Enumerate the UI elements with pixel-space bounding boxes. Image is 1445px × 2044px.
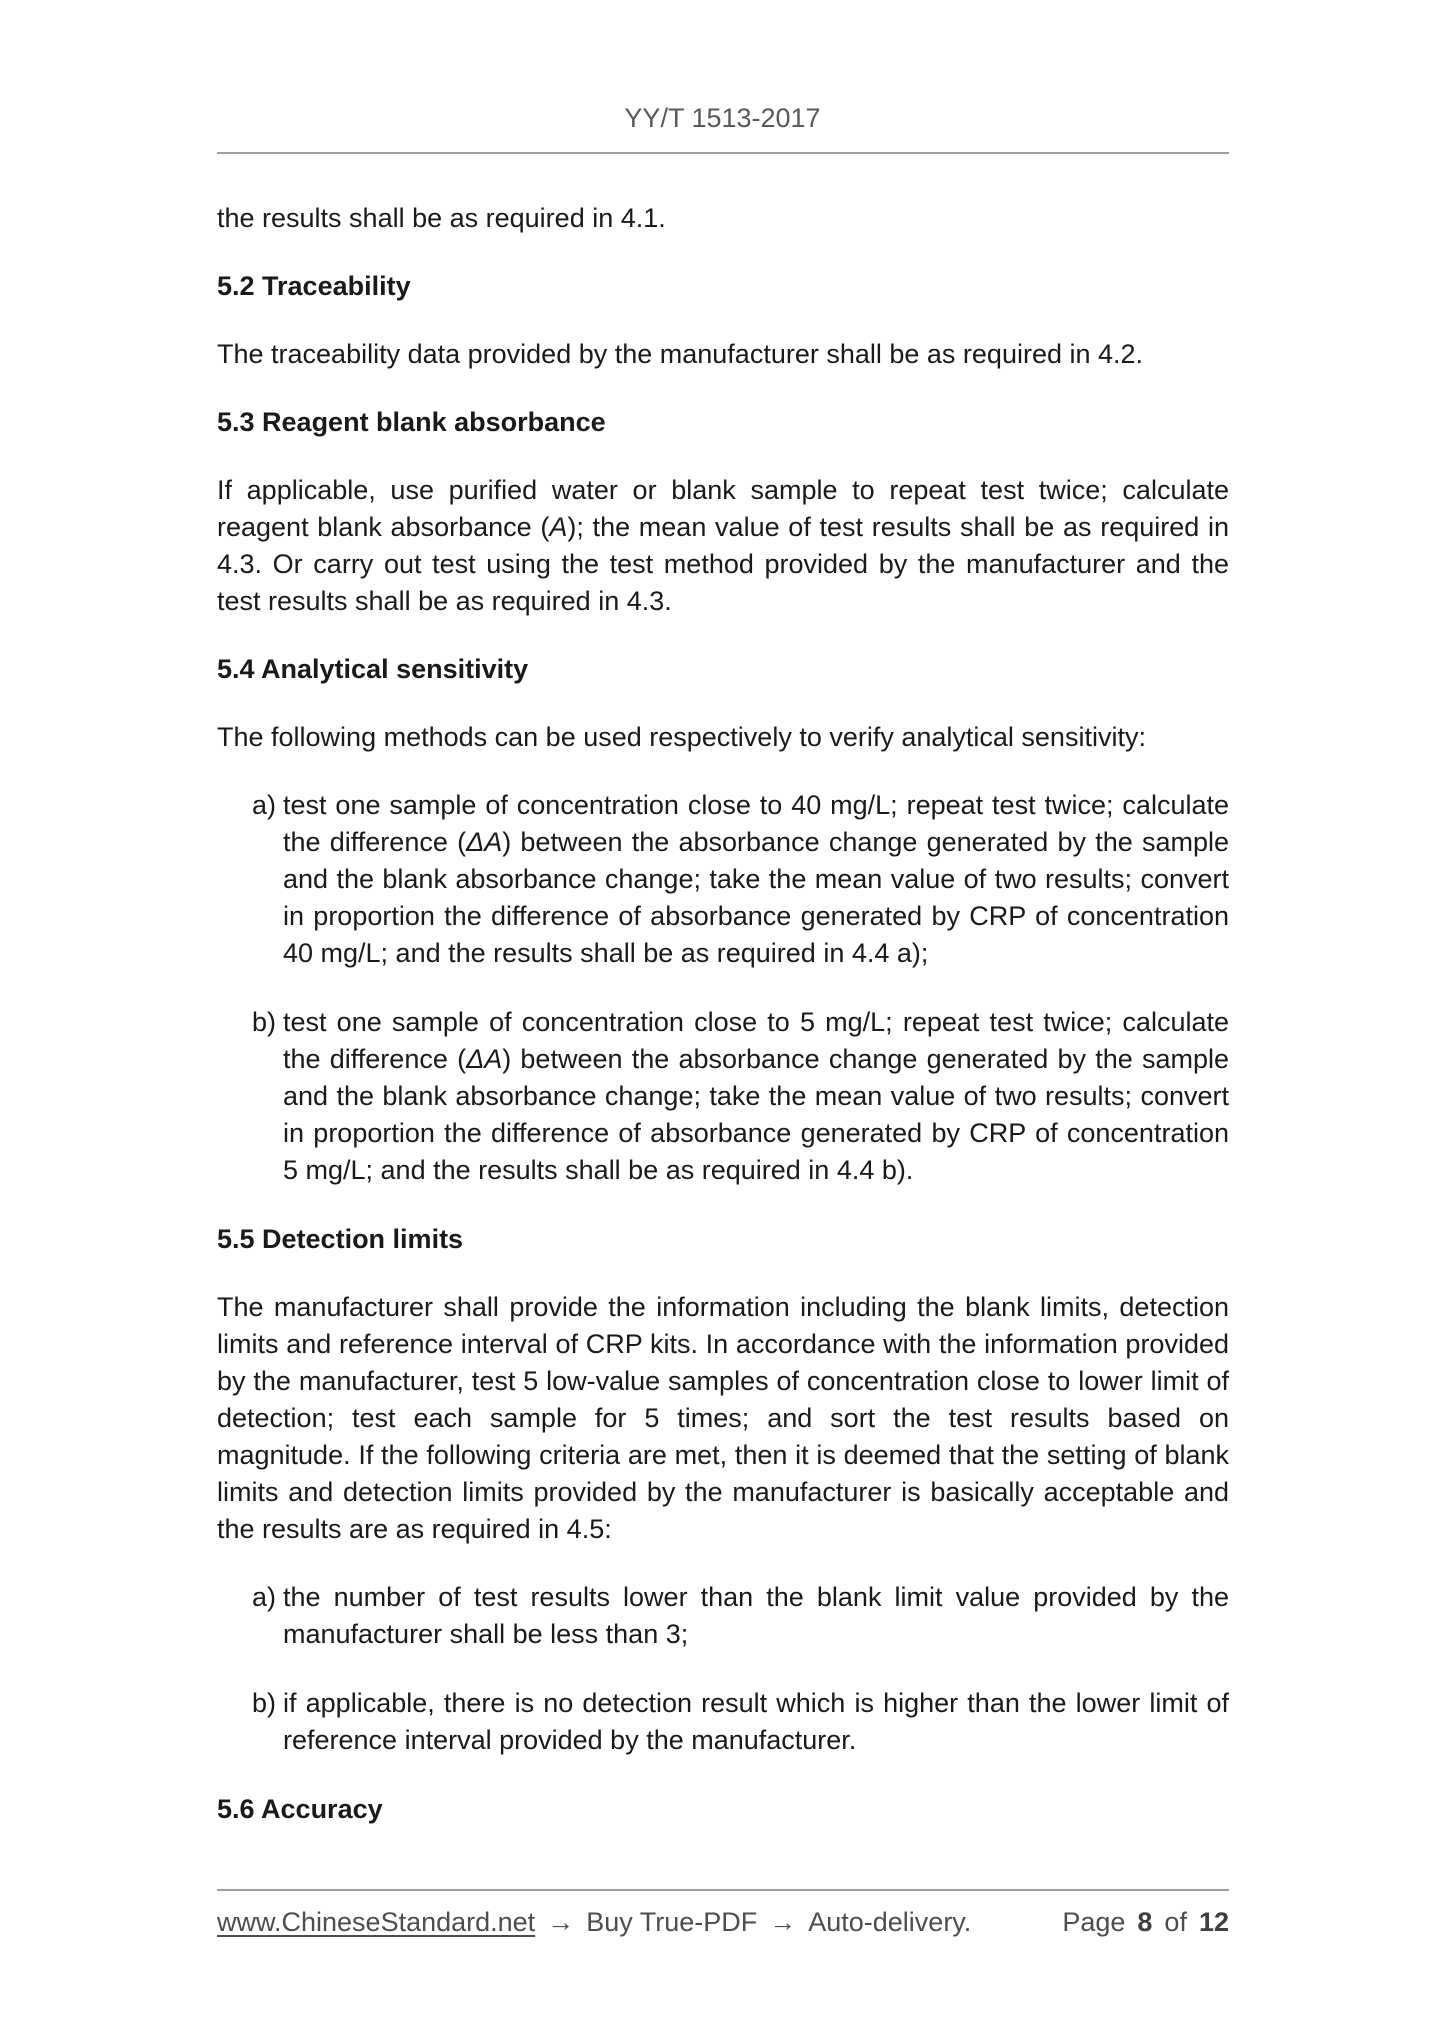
- page-current-number: 8: [1137, 1907, 1153, 1937]
- intro-paragraph: the results shall be as required in 4.1.: [217, 203, 666, 233]
- section-5-5-paragraph: The manufacturer shall provide the information including the blank limits, detection limits and reference interval of CRP kits. In accordance with the information provided by the manufacturer, test 5 low-value samples of concentration close to lower limit of detection; test each sample for 5 times; and sort the test results based on magnitude. If the following criteria are met, then it is deemed that the setting of blank limits and detection limits provided by the manufacturer is basically acceptable and the results are as required in 4.5:: [217, 1292, 1229, 1544]
- arrow-icon: →: [547, 1907, 575, 1937]
- footer-rule: [217, 1889, 1229, 1891]
- section-heading-5-6: 5.6 Accuracy: [217, 1794, 383, 1824]
- footer-page-info: [1062, 1904, 1229, 1941]
- arrow-icon: →: [769, 1907, 797, 1937]
- page-footer: [217, 1889, 1229, 1941]
- list-item: [217, 1579, 1229, 1653]
- footer-delivery-text: Auto-delivery.: [808, 1907, 972, 1937]
- list-marker-b: b): [252, 1688, 277, 1718]
- footer-row: [217, 1904, 1229, 1941]
- document-content: [0, 154, 1445, 1828]
- page-of-label: of: [1164, 1907, 1187, 1937]
- list-item: [217, 1004, 1229, 1189]
- section-heading-5-5: 5.5 Detection limits: [217, 1224, 464, 1254]
- section-heading-5-4: 5.4 Analytical sensitivity: [217, 654, 529, 684]
- list-marker-b: b): [252, 1007, 277, 1037]
- section-5-4-paragraph: The following methods can be used respectively to verify analytical sensitivity:: [217, 722, 1146, 752]
- website-link[interactable]: www.ChineseStandard.net: [217, 1907, 536, 1937]
- list-marker-a: a): [252, 790, 277, 820]
- page-title: YY/T 1513-2017: [624, 103, 821, 133]
- section-heading-5-3: 5.3 Reagent blank absorbance: [217, 407, 606, 437]
- list-item-text: the number of test results lower than the blank limit value provided by the manufacturer shall be less than 3;: [283, 1582, 1229, 1649]
- page-label: Page: [1062, 1907, 1126, 1937]
- section-5-2-paragraph: The traceability data provided by the manufacturer shall be as required in 4.2.: [217, 339, 1144, 369]
- list-item-text: test one sample of concentration close to 40 mg/L; repeat test twice; calculate the difference (ΔA) between the absorbance change generated by the sample and the blank absorbance change; take the mean value of two results; convert in proportion the difference of absorbance generated by CRP of concentration 40 mg/L; and the results shall be as required in 4.4 a);: [283, 790, 1229, 968]
- list-item-text: if applicable, there is no detection result which is higher than the lower limit of reference interval provided by the manufacturer.: [283, 1688, 1229, 1755]
- list-marker-a: a): [252, 1582, 277, 1612]
- footer-left: [217, 1904, 971, 1941]
- list-item: [217, 787, 1229, 972]
- list-item: [217, 1685, 1229, 1759]
- list-item-text: test one sample of concentration close to 5 mg/L; repeat test twice; calculate the difference (ΔA) between the absorbance change generated by the sample and the blank absorbance change; take the mean value of two results; convert in proportion the difference of absorbance generated by CRP of concentration 5 mg/L; and the results shall be as required in 4.4 b).: [283, 1007, 1229, 1185]
- section-5-3-paragraph: If applicable, use purified water or blank sample to repeat test twice; calculate reagent blank absorbance (A); the mean value of test results shall be as required in 4.3. Or carry out test using the test method provided by the manufacturer and the test results shall be as required in 4.3.: [217, 475, 1229, 616]
- footer-buy-text: Buy True-PDF: [586, 1907, 758, 1937]
- section-heading-5-2: 5.2 Traceability: [217, 271, 411, 301]
- page-total-number: 12: [1198, 1907, 1229, 1937]
